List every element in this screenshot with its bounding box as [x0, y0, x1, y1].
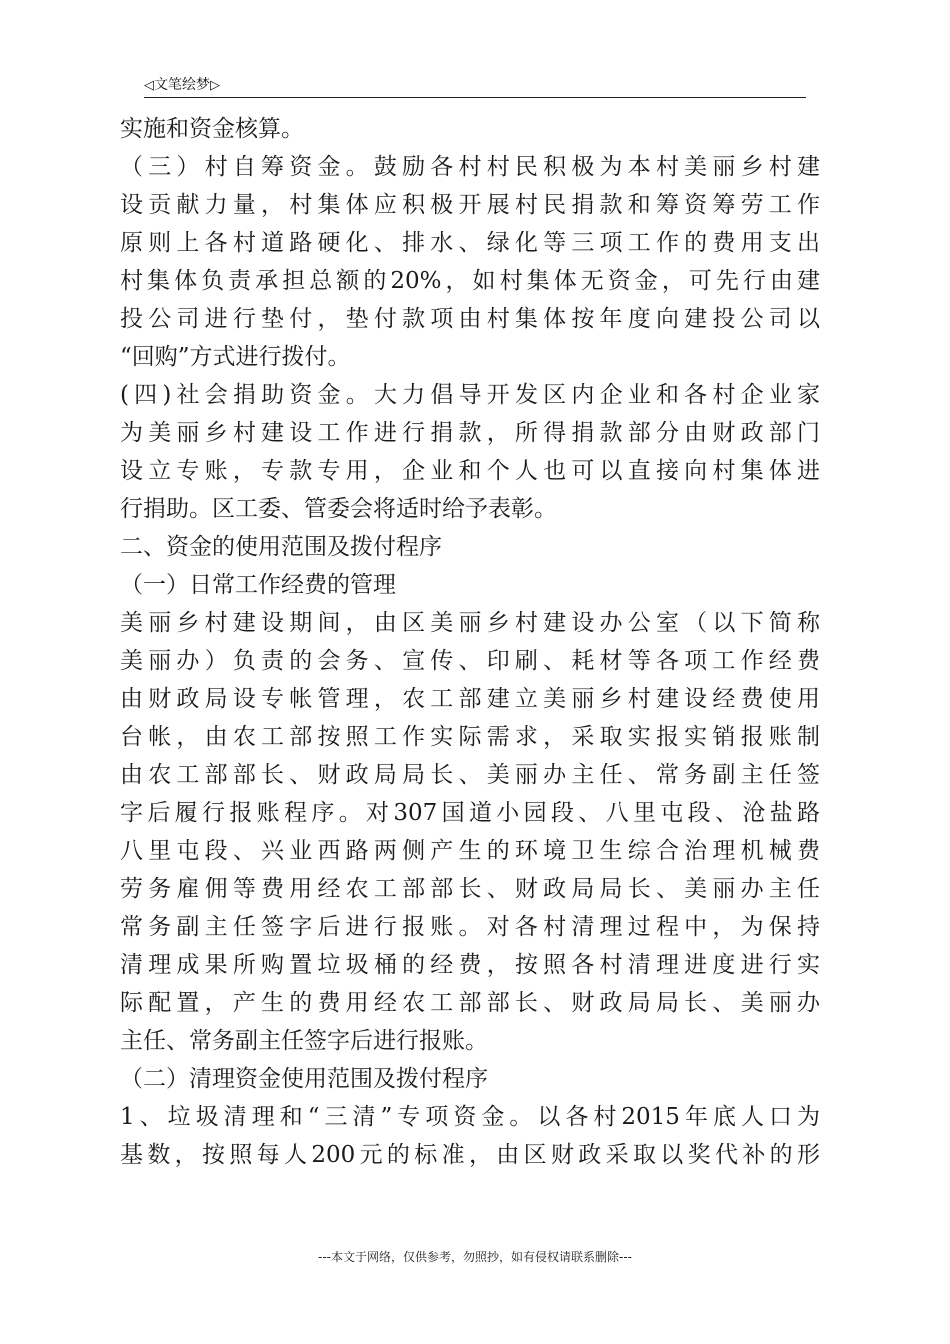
- section-heading: 二、资金的使用范围及拨付程序: [120, 534, 442, 560]
- header-divider: [144, 97, 806, 98]
- document-body: [120, 110, 820, 1174]
- text-line: “回购”方式进行拨付。: [120, 344, 351, 370]
- text-line: 行捐助。区工委、管委会将适时给予表彰。: [120, 496, 557, 522]
- footer-notice: ---本文于网络，仅供参考，勿照抄，如有侵权请联系删除---: [318, 1250, 632, 1264]
- text-line: 投公司进行垫付，垫付款项由村集体按年度向建投公司以: [120, 306, 820, 332]
- text-line: 常务副主任签字后进行报账。对各村清理过程中，为保持: [120, 914, 820, 940]
- subsection-heading: （二）清理资金使用范围及拨付程序: [120, 1066, 488, 1092]
- text-line: 村集体负责承担总额的20%，如村集体无资金，可先行由建: [120, 268, 820, 294]
- text-line: 际配置，产生的费用经农工部部长、财政局局长、美丽办: [120, 990, 820, 1016]
- text-line: 原则上各村道路硬化、排水、绿化等三项工作的费用支出: [120, 230, 820, 256]
- left-triangle-icon: ◁: [144, 78, 154, 93]
- page-header: [144, 74, 806, 96]
- text-line: 美丽乡村建设期间，由区美丽乡村建设办公室（以下简称: [120, 610, 820, 636]
- text-line: 实施和资金核算。: [120, 116, 304, 142]
- text-line: 字后履行报账程序。对307国道小园段、八里屯段、沧盐路: [120, 800, 820, 826]
- text-line: 劳务雇佣等费用经农工部部长、财政局局长、美丽办主任: [120, 876, 820, 902]
- text-line: 设贡献力量，村集体应积极开展村民捐款和筹资筹劳工作: [120, 192, 820, 218]
- text-line: 基数，按照每人200元的标准，由区财政采取以奖代补的形: [120, 1142, 820, 1168]
- subsection-heading: （一）日常工作经费的管理: [120, 572, 396, 598]
- text-line: 八里屯段、兴业西路两侧产生的环境卫生综合治理机械费: [120, 838, 820, 864]
- text-line: 美丽办）负责的会务、宣传、印刷、耗材等各项工作经费: [120, 648, 820, 674]
- text-line: 台帐，由农工部按照工作实际需求，采取实报实销报账制: [120, 724, 820, 750]
- header-title: 文笔绘梦: [154, 77, 210, 93]
- text-line: 由农工部部长、财政局局长、美丽办主任、常务副主任签: [120, 762, 820, 788]
- text-line: （三）村自筹资金。鼓励各村村民积极为本村美丽乡村建: [120, 154, 820, 180]
- text-line: 清理成果所购置垃圾桶的经费，按照各村清理进度进行实: [120, 952, 820, 978]
- right-triangle-icon: ▷: [210, 78, 220, 93]
- text-line: 1、垃圾清理和“三清”专项资金。以各村2015年底人口为: [120, 1104, 820, 1130]
- text-line: 设立专账，专款专用，企业和个人也可以直接向村集体进: [120, 458, 820, 484]
- text-line: (四)社会捐助资金。大力倡导开发区内企业和各村企业家: [120, 382, 820, 408]
- text-line: 由财政局设专帐管理，农工部建立美丽乡村建设经费使用: [120, 686, 820, 712]
- text-line: 主任、常务副主任签字后进行报账。: [120, 1028, 488, 1054]
- text-line: 为美丽乡村建设工作进行捐款，所得捐款部分由财政部门: [120, 420, 820, 446]
